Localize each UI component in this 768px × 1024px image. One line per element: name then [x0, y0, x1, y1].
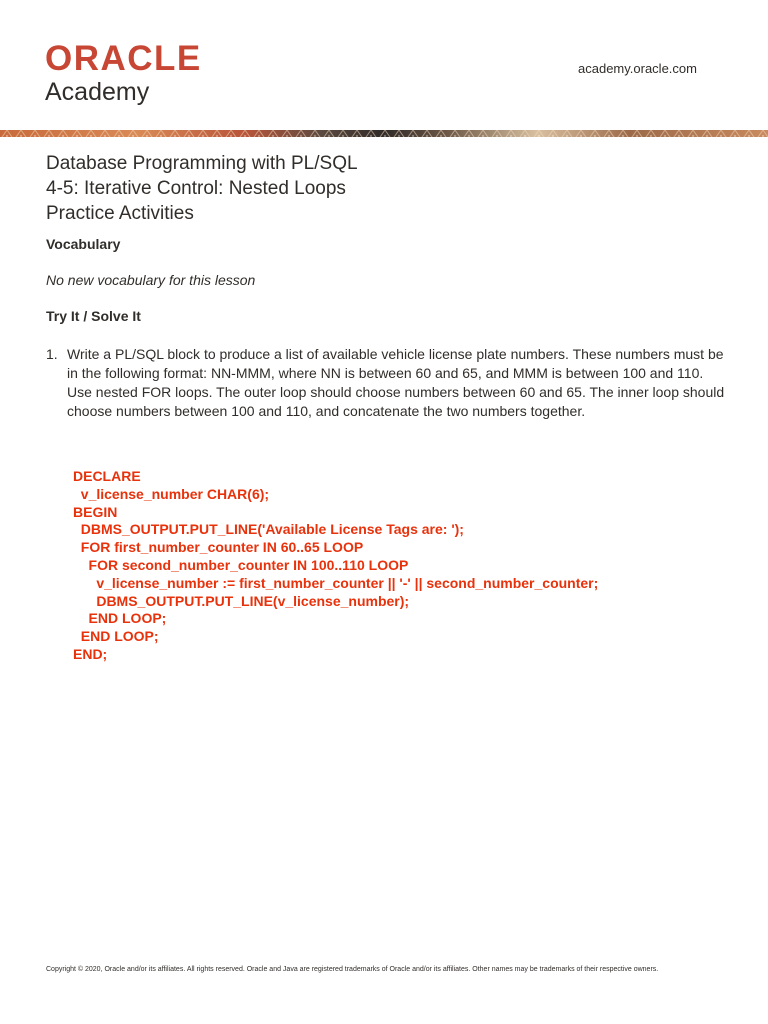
- code-line: BEGIN: [73, 503, 118, 520]
- code-line: FOR second_number_counter IN 100..110 LOOP: [73, 556, 409, 573]
- code-line: END;: [73, 645, 108, 662]
- code-line: v_license_number CHAR(6);: [73, 485, 270, 502]
- question-number: 1.: [46, 346, 58, 362]
- site-url: academy.oracle.com: [578, 61, 697, 76]
- code-line: END LOOP;: [73, 628, 159, 645]
- code-answer: [73, 468, 598, 664]
- academy-wordmark: Academy: [45, 78, 150, 106]
- vocabulary-note: No new vocabulary for this lesson: [46, 272, 256, 288]
- code-line: v_license_number := first_number_counter || '-' || second_number_counter;: [73, 574, 599, 591]
- decorative-banner: [0, 127, 768, 137]
- question-text: Write a PL/SQL block to produce a list of available vehicle license plate numbers. These numbers must be in the following format: NN-MMM, where NN is between 60 and 65, and MMM is between 100 and 110. Use nested FOR loops. The outer loop should choose numbers between 60 and 65. The inner loop should choose numbers between 100 and 110, and concatenate the two numbers together.: [67, 346, 725, 419]
- document-title: [46, 151, 358, 226]
- code-line: DBMS_OUTPUT.PUT_LINE('Available License Tags are: ');: [73, 521, 464, 538]
- code-line: END LOOP;: [73, 610, 167, 627]
- oracle-academy-logo: [45, 40, 202, 106]
- vocabulary-heading: Vocabulary: [46, 236, 121, 252]
- oracle-wordmark: ORACLE: [45, 39, 202, 78]
- activity-title: Practice Activities: [46, 203, 194, 224]
- lesson-title: 4-5: Iterative Control: Nested Loops: [46, 178, 346, 199]
- course-title: Database Programming with PL/SQL: [46, 153, 358, 174]
- code-line: DBMS_OUTPUT.PUT_LINE(v_license_number);: [73, 592, 410, 609]
- try-it-heading: Try It / Solve It: [46, 308, 141, 324]
- code-line: FOR first_number_counter IN 60..65 LOOP: [73, 539, 364, 556]
- code-line: DECLARE: [73, 468, 141, 484]
- copyright-footer: Copyright © 2020, Oracle and/or its affiliates. All rights reserved. Oracle and Java are registered trademarks of Oracle and/or its affiliates. Other names may be trademarks of their respective owners.: [46, 966, 659, 973]
